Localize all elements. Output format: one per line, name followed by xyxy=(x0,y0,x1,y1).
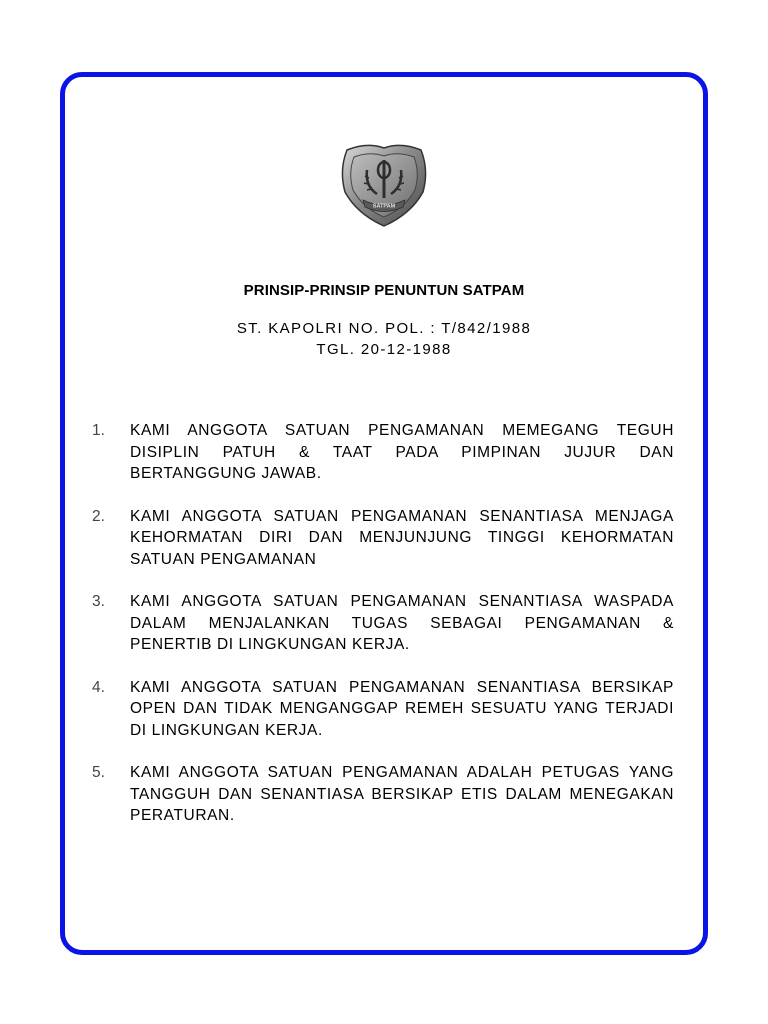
principle-number: 1. xyxy=(92,422,105,439)
principles-list xyxy=(92,420,674,848)
badge-label: SATPAM xyxy=(372,203,396,210)
satpam-badge-emblem xyxy=(337,140,431,228)
principle-text: KAMI ANGGOTA SATUAN PENGAMANAN SENANTIASA MENJAGA KEHORMATAN DIRI DAN MENJUNJUNG TINGGI KEHORMATAN SATUAN PENGAMANAN xyxy=(130,507,674,568)
principle-item xyxy=(92,677,674,742)
principle-text: KAMI ANGGOTA SATUAN PENGAMANAN MEMEGANG TEGUH DISIPLIN PATUH & TAAT PADA PIMPINAN JUJUR DAN BERTANGGUNG JAWAB. xyxy=(130,422,674,482)
principle-number: 3. xyxy=(92,593,105,610)
document-title: PRINSIP-PRINSIP PENUNTUN SATPAM xyxy=(243,282,525,299)
principle-number: 4. xyxy=(92,678,105,696)
principle-number: 5. xyxy=(92,764,105,781)
reference-number: ST. KAPOLRI NO. POL. : T/842/1988 xyxy=(236,320,532,337)
principle-item xyxy=(92,506,674,571)
reference-date: TGL. 20-12-1988 xyxy=(316,341,452,358)
principle-text: KAMI ANGGOTA SATUAN PENGAMANAN SENANTIASA WASPADA DALAM MENJALANKAN TUGAS SEBAGAI PENGAMANAN & PENERTIB DI LINGKUNGAN KERJA. xyxy=(130,593,674,653)
principle-text: KAMI ANGGOTA SATUAN PENGAMANAN SENANTIASA BERSIKAP OPEN DAN TIDAK MENGANGGAP REMEH SESUATU YANG TERJADI DI LINGKUNGAN KERJA. xyxy=(130,678,674,739)
principle-item xyxy=(92,420,674,485)
principle-number: 2. xyxy=(92,507,105,525)
principle-item xyxy=(92,762,674,827)
principle-item xyxy=(92,591,674,656)
principle-text: KAMI ANGGOTA SATUAN PENGAMANAN ADALAH PETUGAS YANG TANGGUH DAN SENANTIASA BERSIKAP ETIS DALAM MENEGAKAN PERATURAN. xyxy=(130,764,674,824)
